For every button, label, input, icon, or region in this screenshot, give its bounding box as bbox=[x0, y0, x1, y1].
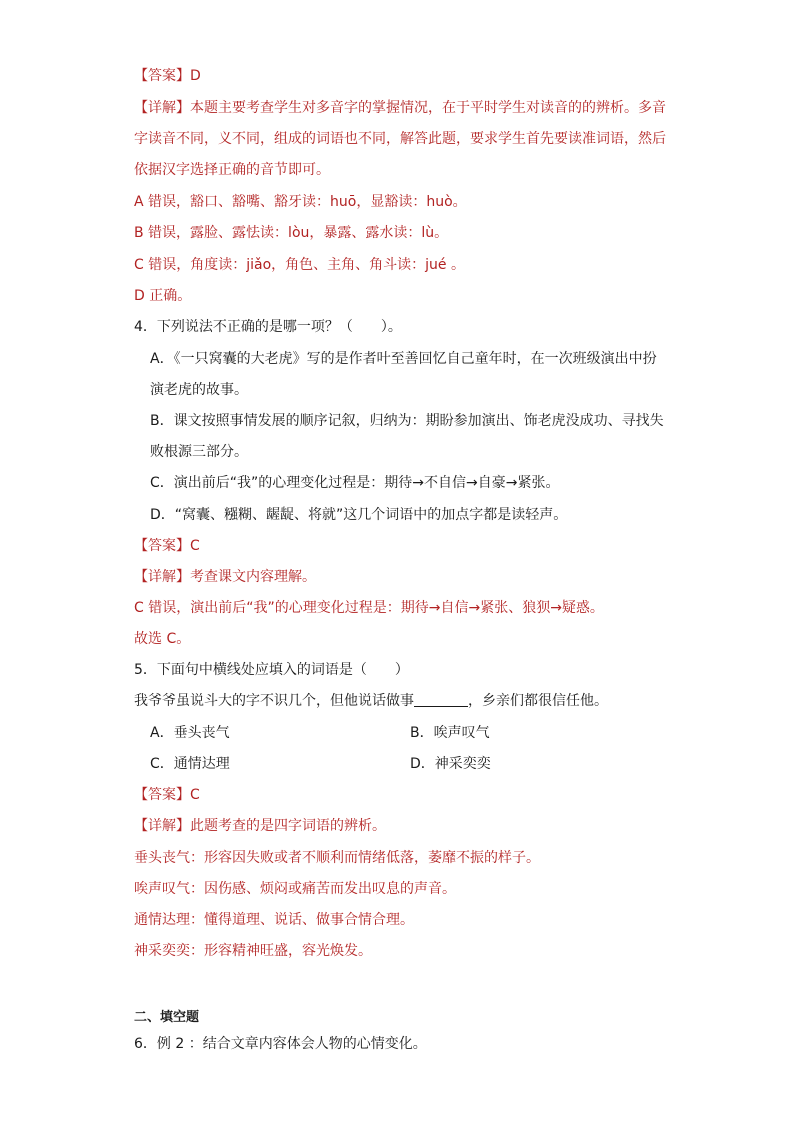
answer-tag: 【答案】 bbox=[134, 538, 190, 554]
explain2-line-2: 故选 C。 bbox=[134, 631, 191, 647]
detail-text: 此题考查的是四字词语的辨析。 bbox=[190, 818, 386, 834]
explain3-line-2: 唉声叹气：因伤感、烦闷或痛苦而发出叹息的声音。 bbox=[134, 881, 456, 897]
answer-value: C bbox=[190, 787, 200, 803]
explain-line-c: C 错误，角度读：jiǎo，角色、主角、角斗读：jué 。 bbox=[134, 257, 465, 273]
question-5-option-b: B．唉声叹气 bbox=[410, 725, 490, 741]
answer-tag: 【答案】 bbox=[134, 68, 190, 84]
question-6-stem: 6．例 2 ：结合文章内容体会人物的心情变化。 bbox=[134, 1036, 427, 1052]
detail-text: 本题主要考查学生对多音字的掌握情况，在于平时学生对读音的的辨析。多音 bbox=[190, 100, 666, 116]
detail-text: 考查课文内容理解。 bbox=[190, 569, 316, 585]
sentence-post: ，乡亲们都很信任他。 bbox=[468, 693, 608, 709]
question-5-option-d: D．神采奕奕 bbox=[410, 756, 491, 772]
question-4-option-b-cont: 败根源三部分。 bbox=[150, 444, 248, 460]
detail-tag: 【详解】 bbox=[134, 569, 190, 585]
section-heading: 二、填空题 bbox=[134, 1010, 200, 1025]
answer-line-2 bbox=[134, 536, 200, 556]
explain-line-a: A 错误，豁口、豁嘴、豁牙读：huō，显豁读：huò。 bbox=[134, 194, 467, 210]
explain3-line-1: 垂头丧气：形容因失败或者不顺利而情绪低落，萎靡不振的样子。 bbox=[134, 850, 540, 866]
explain-line-d: D 正确。 bbox=[134, 288, 192, 304]
detail-line-1 bbox=[134, 98, 666, 118]
answer-value: D bbox=[190, 68, 201, 84]
question-5-option-c: C．通情达理 bbox=[150, 756, 230, 772]
detail-line-2a bbox=[134, 567, 316, 587]
fill-blank bbox=[414, 692, 468, 707]
detail-line-3a bbox=[134, 816, 386, 836]
question-4-option-a-cont: 演老虎的故事。 bbox=[150, 382, 248, 398]
answer-tag: 【答案】 bbox=[134, 787, 190, 803]
question-5-stem: 5．下面句中横线处应填入的词语是（ ） bbox=[134, 662, 409, 678]
answer-line-1 bbox=[134, 66, 201, 86]
detail-tag: 【详解】 bbox=[134, 818, 190, 834]
answer-line-3 bbox=[134, 785, 200, 805]
question-4-option-b: B．课文按照事情发展的顺序记叙，归纳为：期盼参加演出、饰老虎没成功、寻找失 bbox=[150, 413, 664, 429]
explain3-line-4: 神采奕奕：形容精神旺盛，容光焕发。 bbox=[134, 943, 372, 959]
question-4-stem: 4．下列说法不正确的是哪一项？（ ）。 bbox=[134, 319, 402, 335]
detail-line-3: 依据汉字选择正确的音节即可。 bbox=[134, 162, 330, 178]
question-4-option-c: C．演出前后“我”的心理变化过程是：期待→不自信→自豪→紧张。 bbox=[150, 475, 560, 491]
explain-line-b: B 错误，露脸、露怯读：lòu，暴露、露水读：lù。 bbox=[134, 225, 449, 241]
detail-tag: 【详解】 bbox=[134, 100, 190, 116]
question-5-sentence bbox=[134, 691, 608, 711]
question-5-option-a: A．垂头丧气 bbox=[150, 725, 230, 741]
answer-value: C bbox=[190, 538, 200, 554]
question-4-option-a: A．《一只窝囊的大老虎》写的是作者叶至善回忆自己童年时，在一次班级演出中扮 bbox=[150, 351, 657, 367]
explain2-line-1: C 错误，演出前后“我”的心理变化过程是：期待→自信→紧张、狼狈→疑惑。 bbox=[134, 600, 604, 616]
explain3-line-3: 通情达理：懂得道理、说话、做事合情合理。 bbox=[134, 912, 414, 928]
question-4-option-d: D．“窝囊、糨糊、龌龊、将就”这几个词语中的加点字都是读轻声。 bbox=[150, 507, 568, 523]
sentence-pre: 我爷爷虽说斗大的字不识几个，但他说话做事 bbox=[134, 693, 414, 709]
detail-line-2: 字读音不同，义不同，组成的词语也不同，解答此题，要求学生首先要读准词语，然后 bbox=[134, 131, 666, 147]
